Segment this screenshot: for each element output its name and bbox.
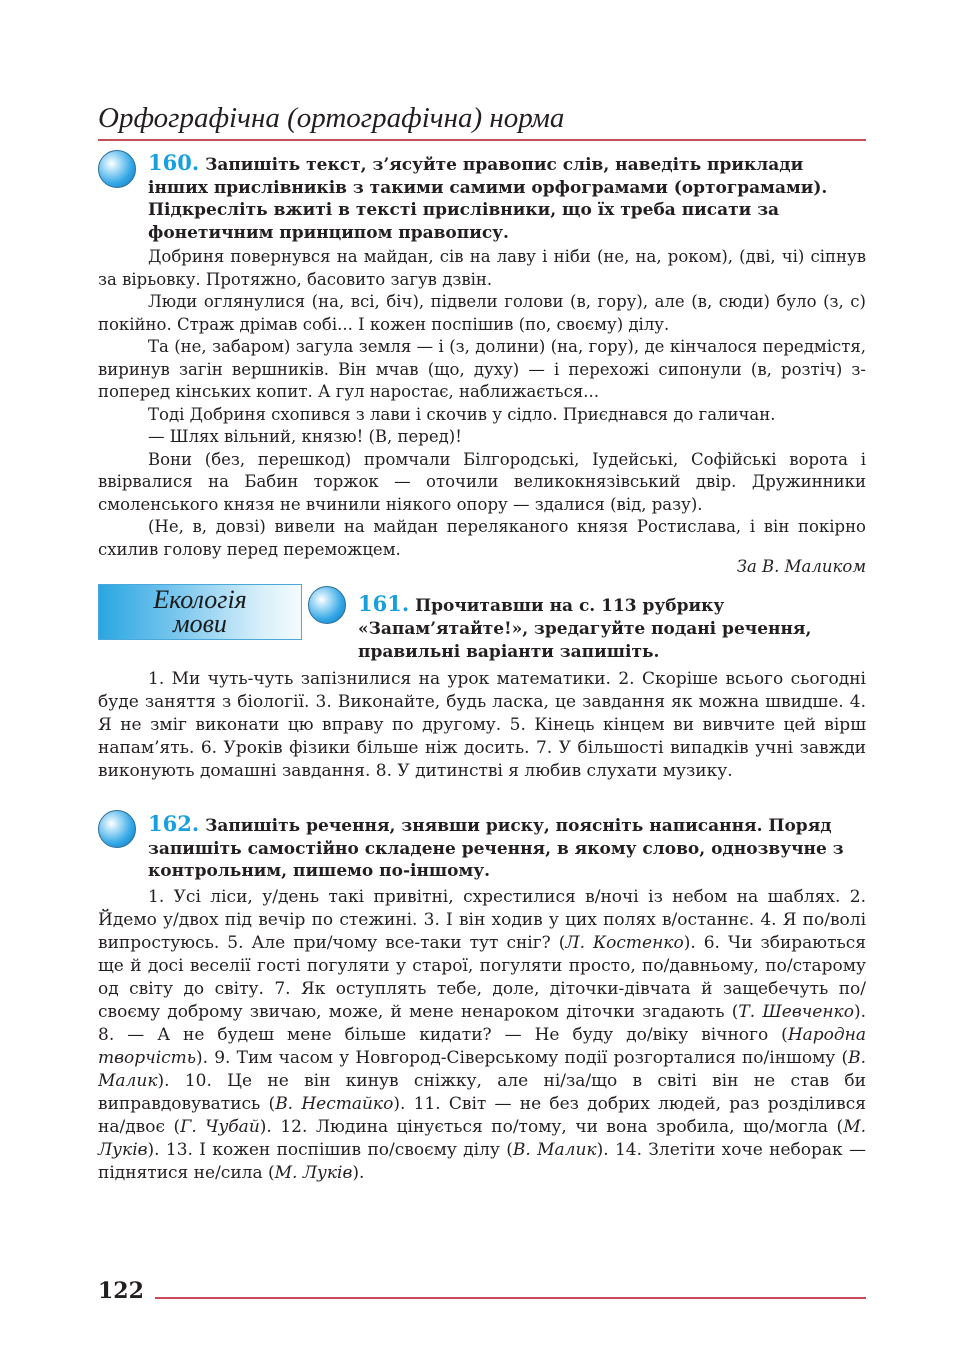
author-name: Народна творчість — [98, 1025, 866, 1068]
task-162-text — [98, 886, 866, 1185]
task-162-sentences — [98, 886, 866, 1185]
task-160-paragraph: (Не, в, довзі) вивели на майдан переляканого князя Ростислава, і він покірно схилив голову перед переможцем. — [98, 517, 866, 559]
sentence-text: ). 13. І кожен поспішив по/своєму ділу ( — [147, 1140, 513, 1160]
author-name: М. Луків — [274, 1163, 353, 1183]
author-name: М. Луків — [98, 1117, 867, 1160]
task-160-number: 160. — [148, 150, 200, 175]
task-162-number: 162. — [148, 811, 200, 836]
sentence-text: ). — [352, 1163, 365, 1183]
ecology-box-title — [99, 585, 301, 638]
sentence-text: ). 14. Злетіти хоче неборак — піднятися не/сила ( — [98, 1140, 866, 1183]
task-161-instruction-text: Прочитавши на с. 113 рубрику «Запам’ятайте!», зредагуйте подані речення, правильні варіанти запишіть. — [358, 596, 812, 662]
ecology-box-line-1: Екологія — [153, 585, 247, 614]
task-161-text — [98, 668, 866, 783]
task-160-instruction-text: Запишіть текст, з’ясуйте правопис слів, наведіть приклади інших прислівників з такими самими орфограмами (ортограмами). Підкресліть вжиті в тексті прислівники, що їх треба писати за фонетичним принципом правопису. — [148, 155, 828, 243]
sentence-text: 1. Усі ліси, у/день такі привітні, схрестилися в/ночі із небом на шаблях. 2. Йдемо у/двох під вечір по стежині. 3. І він ходив у цих полях в/останнє. 4. Я по/волі випростуюсь. 5. Але при/чому все-таки тут сніг? ( — [98, 887, 866, 953]
author-name: Т. Шевченко — [738, 1002, 854, 1022]
footer-divider — [155, 1297, 866, 1299]
task-160-paragraph: Добриня повернувся на майдан, сів на лаву і ніби (не, на, роком), (дві, чі) сіпнув за вірьовку. Протяжно, басовито загув дзвін. — [98, 247, 866, 289]
task-162-instruction — [148, 813, 866, 883]
sentence-text: ). 9. Тим часом у Новгород-Сіверському події розгорталися по/іншому ( — [196, 1048, 849, 1068]
author-name: Г. Чубай — [180, 1117, 260, 1137]
ecology-box-line-2: мови — [173, 609, 227, 638]
task-161-sentences: 1. Ми чуть-чуть запізнилися на урок математики. 2. Скоріше всього сьогодні буде заняття з біології. 3. Виконайте, будь ласка, це завдання як можна швидше. 4. Я не зміг виконати цю вправу по другому. 5. Кінець кінцем ви вивчите цей вірш напам’ять. 6. Уроків фізики більше ніж досить. 7. У більшості випадків учні завжди виконують домашні завдання. 8. У дитинстві я любив слухати музику. — [98, 669, 866, 781]
task-161-number: 161. — [358, 591, 410, 616]
task-161-instruction — [358, 592, 866, 664]
sentence-text: ). 11. Світ — не без добрих людей, раз розділився на/двоє ( — [98, 1094, 866, 1137]
task-160-text — [98, 246, 866, 561]
author-name: Л. Костенко — [565, 933, 684, 953]
author-name: В. Малик — [512, 1140, 597, 1160]
task-160-instruction — [148, 152, 866, 244]
author-name: В. Малик — [98, 1048, 866, 1091]
ecology-of-language-box — [98, 584, 302, 640]
task-160-paragraph: Люди оглянулися (на, всі, біч), підвели голови (в, гору), але (в, сюди) було (з, с) покійно. Страж дрімав собі... І кожен поспішив (по, своєму) ділу. — [98, 292, 866, 334]
task-160-author: За В. Маликом — [736, 557, 866, 576]
task-160-paragraph: — Шлях вільний, князю! (В, перед)! — [148, 427, 462, 446]
sentence-text: ). 8. — А не будеш мене більше кидати? — Не буду до/віку вічного ( — [98, 1002, 866, 1045]
task-160-paragraph: Тоді Добриня схопився з лави і скочив у сідло. Приєднався до галичан. — [148, 404, 776, 424]
task-161-sphere-icon — [308, 586, 346, 624]
sentence-text: ). 10. Це не він кинув сніжку, але ні/за/що в світі він не став би виправдовуватись ( — [98, 1071, 866, 1114]
task-162-instruction-text: Запишіть речення, знявши риску, поясніть написання. Поряд запишіть самостійно складене речення, в якому слово, однозвучне з контрольним, пишемо по-іншому. — [148, 816, 844, 881]
task-160-paragraph: Та (не, забаром) загула земля — і (з, долини) (на, гору), де кінчалося передмістя, виринув загін вершників. Він мчав (що, духу) — і перехожі сипонули (в, розтіч) з-поперед кінських копит. А гул наростає, наближається... — [98, 337, 866, 401]
page-number: 122 — [98, 1278, 144, 1304]
sentence-text: ). 6. Чи збираються ще й досі веселії гості погуляти у старої, погуляти просто, по/давньому, по/старому од світу до світу. 7. Як оступлять тебе, доле, діточки-дівчата й защебечуть по/своєму доброму звичаю, може, й мене ненароком діточки згадають ( — [98, 933, 867, 1022]
task-160-sphere-icon — [98, 150, 136, 188]
author-name: В. Нестайко — [275, 1094, 394, 1114]
task-162-sphere-icon — [98, 810, 136, 848]
header-divider — [98, 139, 866, 141]
task-160-paragraph: Вони (без, перешкод) промчали Білгородські, Іудейські, Софійські ворота і ввірвалися на Бабин торжок — оточили великокнязівський двір. Дружинники смоленського князя не вчинили ніякого опору — здалися (від, разу). — [98, 449, 866, 514]
sentence-text: ). 12. Людина цінується по/тому, чи вона зробила, що/могла ( — [259, 1117, 844, 1137]
page-title: Орфографічна (ортографічна) норма — [98, 102, 565, 134]
